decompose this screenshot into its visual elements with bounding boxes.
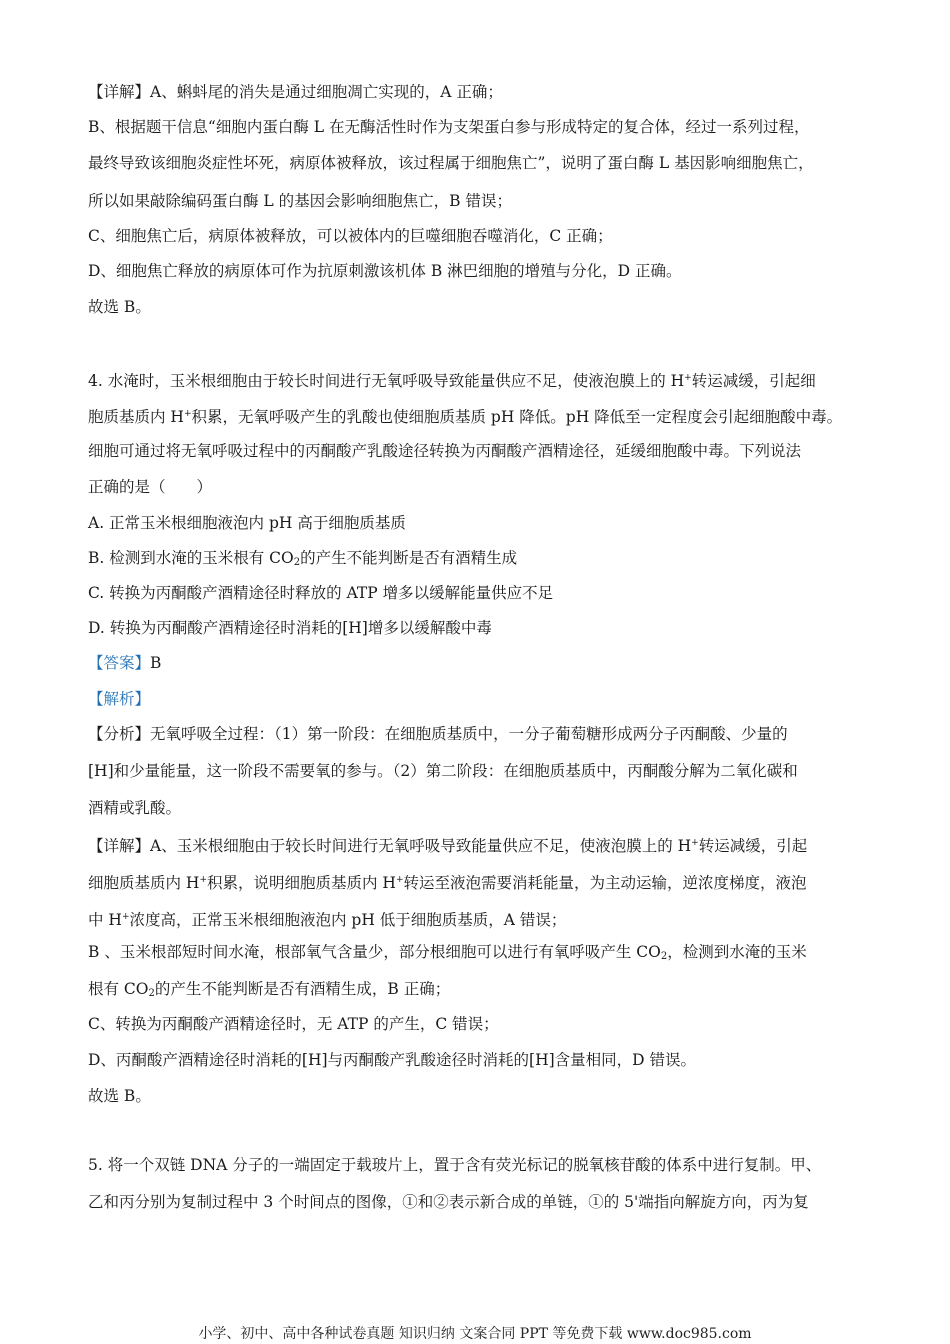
q4-option-d: D. 转换为丙酮酸产酒精途径时消耗的[H]增多以缓解酸中毒 [88,619,492,637]
q4-conclusion: 故选 B。 [88,1087,151,1105]
q4-detail-line-5: 根有 $CO_2$的产生不能判断是否有酒精生成，B 正确； [88,980,451,999]
q4-detail-line-6: C、转换为丙酮酸产酒精途径时，无 ATP 的产生，C 错误； [88,1015,499,1033]
q3-detail-line-1: 【详解】A、蝌蚪尾的消失是通过细胞凋亡实现的，A 正确； [88,83,503,101]
q4-stem-line-3: 细胞可通过将无氧呼吸过程中的丙酮酸产乳酸途径转换为丙酮酸产酒精途径，延缓细胞酸中毒。下列说法 [88,442,802,460]
q3-detail-line-4: 所以如果敲除编码蛋白酶 L 的基因会影响细胞焦亡，B 错误； [88,192,512,210]
q4-stem-line-2: 胞质基质内 H+积累，无氧呼吸产生的乳酸也使细胞质基质 pH 降低。pH 降低至一定程度会引起细胞酸中毒。 [88,408,843,426]
q4-detail-line-2: 细胞质基质内 H+积累，说明细胞质基质内 H+转运至液泡需要消耗能量，为主动运输，逆浓度梯度，液泡 [88,874,807,892]
q4-detail-line-3: 中 H+浓度高，正常玉米根细胞液泡内 pH 低于细胞质基质，A 错误； [88,911,567,929]
q4-option-c: C. 转换为丙酮酸产酒精途径时释放的 ATP 增多以缓解能量供应不足 [88,584,554,602]
answer-label: 【答案】 [88,654,151,672]
page-footer: 小学、初中、高中各种试卷真题 知识归纳 文案合同 PPT 等免费下载 www.doc985.com [198,1326,752,1342]
q4-analysis-line-3: 酒精或乳酸。 [88,799,182,817]
q4-option-b: B. 检测到水淹的玉米根有 $CO_2$的产生不能判断是否有酒精生成 [88,549,518,568]
q4-detail-line-4: B 、玉米根部短时间水淹，根部氧气含量少，部分根细胞可以进行有氧呼吸产生 $CO_2$，检测到水淹的玉米 [88,943,807,962]
q3-detail-line-2: B、根据题干信息“细胞内蛋白酶 L 在无酶活性时作为支架蛋白参与形成特定的复合体，经过一系列过程， [88,118,810,136]
q3-detail-line-5: C、细胞焦亡后，病原体被释放，可以被体内的巨噬细胞吞噬消化，C 正确； [88,227,613,245]
q3-detail-line-6: D、细胞焦亡释放的病原体可作为抗原刺激该机体 B 淋巴细胞的增殖与分化，D 正确。 [88,262,682,280]
q5-stem-line-1: 5. 将一个双链 DNA 分子的一端固定于载玻片上，置于含有荧光标记的脱氧核苷酸的体系中进行复制。甲、 [88,1156,822,1174]
q4-stem-line-1: 4. 水淹时，玉米根细胞由于较长时间进行无氧呼吸导致能量供应不足，使液泡膜上的 H+转运减缓，引起细 [88,372,816,390]
q3-conclusion: 故选 B。 [88,298,151,316]
answer-value: B [150,654,162,672]
q3-detail-line-3: 最终导致该细胞炎症性坏死，病原体被释放，该过程属于细胞焦亡”，说明了蛋白酶 L 基因影响细胞焦亡， [88,154,814,172]
q4-stem-line-4: 正确的是（ ） [88,478,213,496]
q4-option-a: A. 正常玉米根细胞液泡内 pH 高于细胞质基质 [88,514,406,532]
q4-detail-line-1: 【详解】A、玉米根细胞由于较长时间进行无氧呼吸导致能量供应不足，使液泡膜上的 H+转运减缓，引起 [88,837,808,855]
q4-analysis-line-2: [H]和少量能量，这一阶段不需要氧的参与。（2）第二阶段：在细胞质基质中，丙酮酸分解为二氧化碳和 [88,762,798,780]
q4-analysis-label: 【解析】 [88,690,151,708]
q4-analysis-line-1: 【分析】无氧呼吸全过程：（1）第一阶段：在细胞质基质中，一分子葡萄糖形成两分子丙酮酸、少量的 [88,725,788,743]
q4-detail-line-7: D、丙酮酸产酒精途径时消耗的[H]与丙酮酸产乳酸途径时消耗的[H]含量相同，D 错误。 [88,1051,697,1069]
q5-stem-line-2: 乙和丙分别为复制过程中 3 个时间点的图像，①和②表示新合成的单链，①的 5'端指向解旋方向，丙为复 [88,1193,809,1211]
q4-answer [88,653,161,673]
